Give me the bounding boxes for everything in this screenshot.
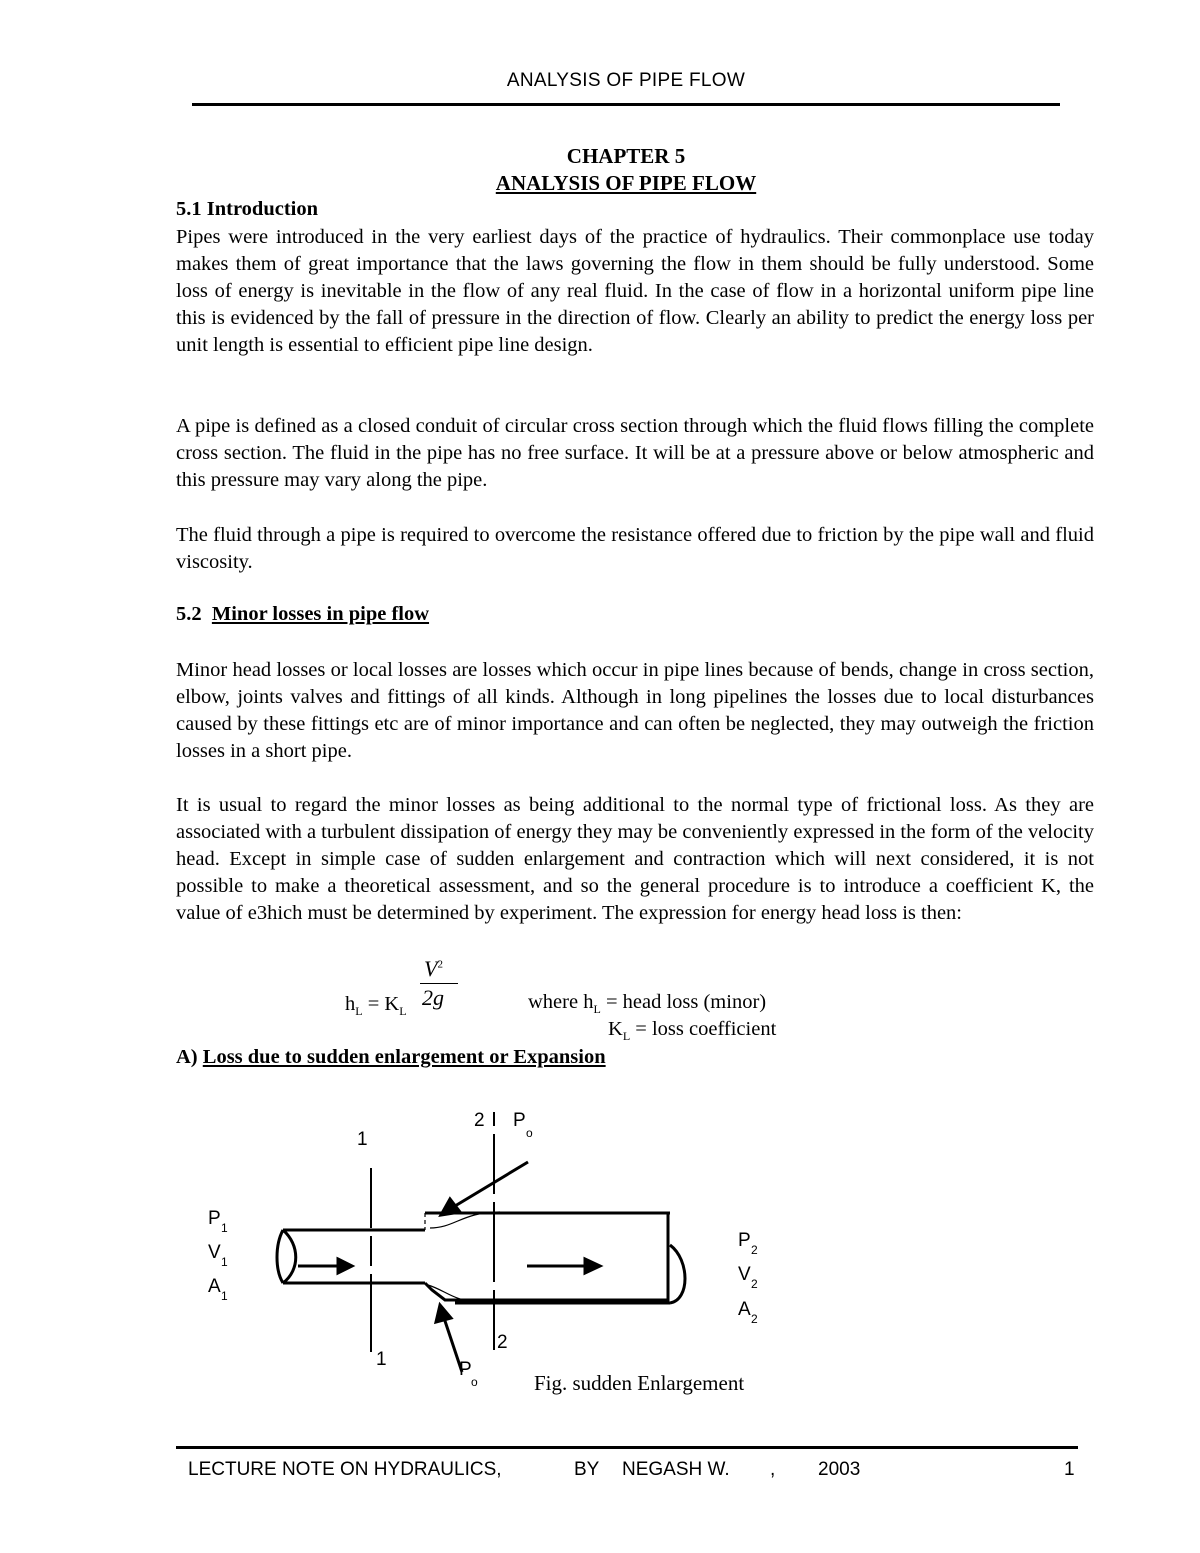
formula-denominator: 2g — [422, 985, 444, 1010]
footer-rule — [176, 1446, 1078, 1449]
left-p-sub: 1 — [221, 1221, 228, 1235]
right-p-label: P — [738, 1230, 751, 1251]
po-top-sub: o — [526, 1126, 533, 1140]
large-pipe-outlet-end — [668, 1213, 685, 1303]
running-header: ANALYSIS OF PIPE FLOW — [506, 70, 746, 91]
subsection-a-prefix: A) — [176, 1046, 203, 1068]
footer-page-number: 1 — [1064, 1459, 1075, 1480]
intro-paragraph-3: The fluid through a pipe is required to overcome the resistance offered due to friction by the pipe wall and fluid viscosity. — [176, 524, 1094, 573]
footer-author: NEGASH W. — [622, 1459, 730, 1480]
po-bottom-sub: o — [471, 1375, 478, 1389]
formula-fraction-bar — [420, 983, 458, 984]
formula-numerator: $V^2$ — [424, 956, 443, 981]
po-bottom-pointer-head — [436, 1305, 451, 1322]
formula-where-hl: where $h_L$ = head loss (minor) — [528, 991, 767, 1017]
footer-year: 2003 — [818, 1459, 861, 1480]
po-top-pointer — [455, 1162, 528, 1206]
enlargement-step-bottom — [425, 1283, 668, 1300]
subsection-a-title: Loss due to sudden enlargement or Expansion — [202, 1046, 606, 1068]
flow-arrow-small-pipe-head — [338, 1259, 352, 1273]
chapter-number: CHAPTER 5 — [566, 144, 686, 168]
right-v-label: V — [738, 1264, 751, 1285]
footer-comma: , — [770, 1459, 776, 1480]
left-a-sub: 1 — [221, 1289, 228, 1303]
minor-losses-paragraph-2: It is usual to regard the minor losses as being additional to the normal type of frictional loss. As they are associated with a turbulent dissipation of energy they may be conveniently expressed in the form of the velocity head. Except in simple case of sudden enlargement and contraction which will next considered, it is not possible to make a theoretical assessment, and so the general procedure is to introduce a coefficient K, the value of e3hich must be determined by experiment. The expression for energy head loss is then: — [176, 794, 1094, 924]
intro-paragraph-1: Pipes were introduced in the very earliest days of the practice of hydraulics. Their commonplace use today makes them of great importance that the laws governing the flow in them should be fully understood. Some loss of energy is inevitable in the flow of any real fluid. In the case of flow in a horizontal uniform pipe line this is evidenced by the fall of pressure in the direction of flow. Clearly an ability to predict the energy loss per unit length is essential to efficient pipe line design. — [176, 226, 1094, 356]
left-v-label: V — [208, 1242, 221, 1263]
header-rule — [192, 103, 1060, 106]
right-v-sub: 2 — [751, 1277, 758, 1291]
section-2-top-label: 2 — [474, 1110, 485, 1131]
chapter-title: ANALYSIS OF PIPE FLOW — [495, 171, 757, 195]
po-bottom-label: P — [459, 1359, 472, 1380]
minor-losses-paragraph-1: Minor head losses or local losses are losses which occur in pipe lines because of bends, change in cross section, elbow, joints valves and fittings of all kinds. Although in long pipelines the losses due to local disturbances caused by these fittings etc are of minor importance and can often be neglected, they may outweigh the friction losses in a short pipe. — [176, 659, 1094, 762]
left-a-label: A — [208, 1276, 221, 1297]
intro-paragraph-2: A pipe is defined as a closed conduit of circular cross section through which the fluid flows filling the complete cross section. The fluid in the pipe has no free surface. It will be at a pressure above or below atmospheric and this pressure may vary along the pipe. — [176, 415, 1094, 491]
sudden-enlargement-figure — [0, 1080, 1200, 1440]
section-2-bottom-label: 2 — [497, 1332, 508, 1353]
right-a-sub: 2 — [751, 1312, 758, 1326]
right-p-sub: 2 — [751, 1243, 758, 1257]
formula-lhs: $h_L = K_L$ — [345, 993, 407, 1019]
section-1-top-label: 1 — [357, 1129, 368, 1150]
section-5-2-number: 5.2 — [176, 603, 202, 625]
small-pipe-inlet-end — [277, 1230, 296, 1283]
left-p-label: P — [208, 1208, 221, 1229]
footer-by: BY — [574, 1459, 600, 1480]
section-5-1-heading: 5.1 Introduction — [176, 198, 319, 220]
figure-caption: Fig. sudden Enlargement — [534, 1371, 745, 1395]
formula-where-kl: $K_L$ = loss coefficient — [608, 1018, 777, 1044]
section-1-bottom-label: 1 — [376, 1349, 387, 1370]
section-5-2-heading — [176, 603, 429, 626]
section-5-2-title: Minor losses in pipe flow — [211, 603, 430, 625]
po-top-label: P — [513, 1110, 526, 1131]
subsection-a-heading — [176, 1046, 606, 1069]
left-v-sub: 1 — [221, 1255, 228, 1269]
flow-arrow-large-pipe-head — [585, 1259, 600, 1273]
footer-course: LECTURE NOTE ON HYDRAULICS, — [188, 1459, 502, 1480]
po-top-pointer-head — [441, 1199, 460, 1215]
right-a-label: A — [738, 1299, 751, 1320]
